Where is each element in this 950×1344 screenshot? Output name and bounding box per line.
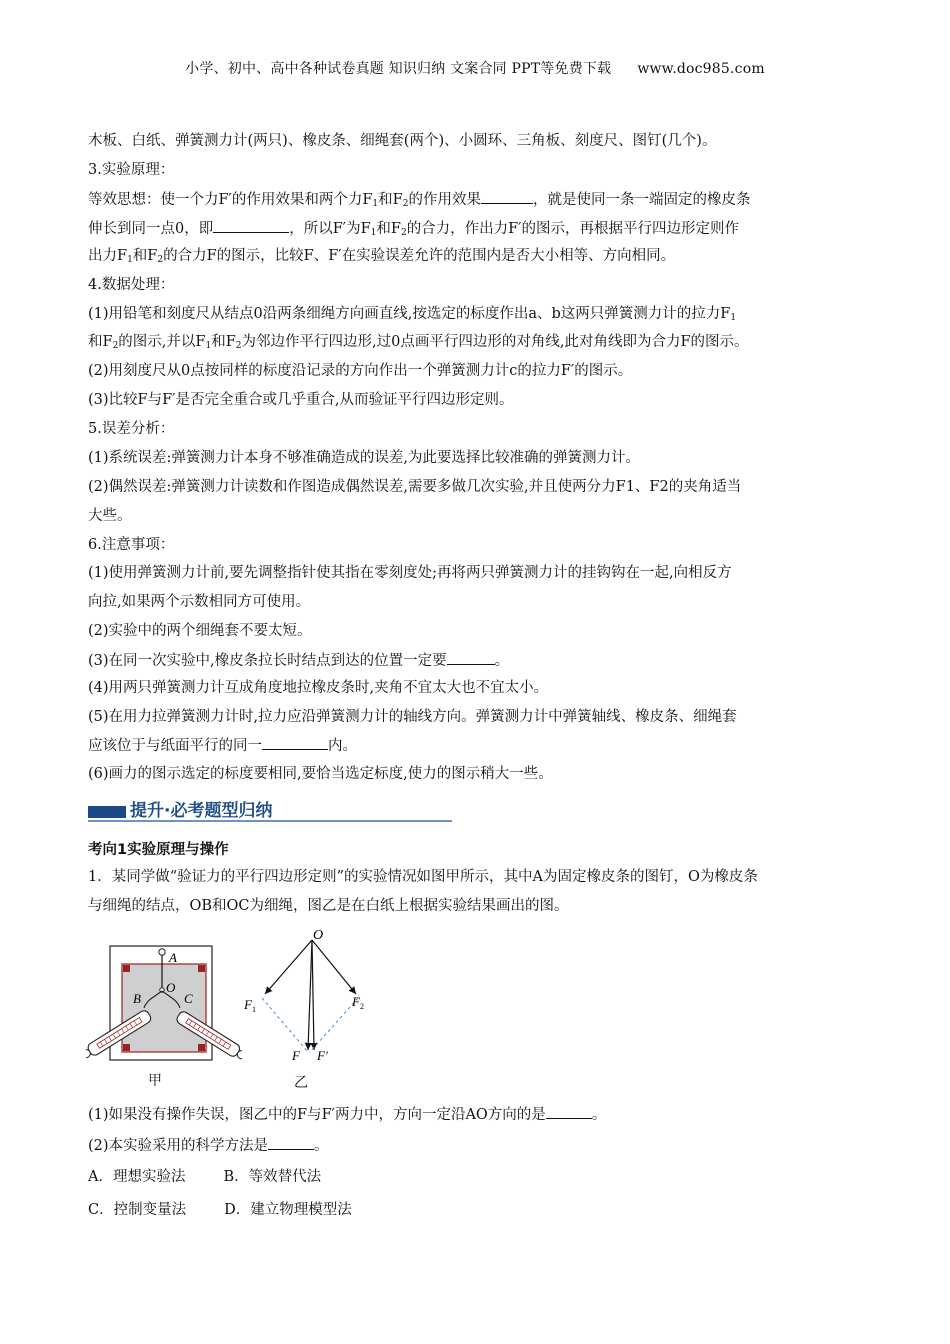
notes-1b: 向拉,如果两个示数相同方可使用。 [88, 594, 311, 610]
caption-yi: 乙 [294, 1075, 308, 1091]
option-d[interactable]: D．建立物理模型法 [224, 1202, 352, 1218]
arrow-f-prime [312, 940, 314, 1050]
label-f1: $F_1$ [244, 997, 256, 1014]
option-b[interactable]: B．等效替代法 [223, 1169, 322, 1185]
figure-jia [86, 940, 242, 1090]
question-1: (1)如果没有操作失误，图乙中的F与F′两力中，方向一定沿AO方向的是 。 [88, 1104, 878, 1125]
banner-title: 提升·必考题型归纳 [130, 801, 273, 821]
option-c[interactable]: C．控制变量法 [88, 1202, 187, 1218]
principle-line-2: 伸长到同一点0，即 ，所以F′为$F_1$和$F_2$的合力，作出力F′的图示，再根据平行四边形定则作 [88, 218, 878, 243]
caption-jia: 甲 [148, 1073, 162, 1089]
pin [198, 965, 205, 972]
question-line-2: 与细绳的结点，OB和OC为细绳，图乙是在白纸上根据实验结果画出的图。 [88, 898, 569, 914]
label-a: A [169, 950, 177, 965]
notes-6: (6)画力的图示选定的标度要相同,要恰当选定标度,使力的图示稍大一些。 [88, 766, 553, 782]
label-c: C [184, 991, 193, 1006]
label-f: F [292, 1048, 300, 1063]
option-a[interactable]: A．理想实验法 [88, 1169, 186, 1185]
principle-line-1: 等效思想：使一个力F′的作用效果和两个力$F_1$和$F_2$的作用效果 ，就是使同一条一端固定的橡皮条 [88, 189, 878, 214]
pin-a [159, 949, 165, 955]
banner-bar [88, 806, 126, 818]
notes-4: (4)用两只弹簧测力计互成角度地拉橡皮条时,夹角不宜太大也不宜太小。 [88, 680, 549, 696]
answer-blank-1[interactable] [481, 189, 533, 204]
parallelogram-side-left [262, 998, 308, 1052]
error-heading: 5.误差分析： [88, 421, 175, 437]
header-url[interactable]: www.doc985.com [637, 61, 765, 77]
arrow-f1 [265, 940, 312, 994]
answer-blank-4[interactable] [262, 735, 328, 750]
section-banner [88, 794, 452, 824]
options-row-1 [88, 1167, 878, 1187]
notes-heading: 6.注意事项： [88, 537, 175, 553]
error-1: (1)系统误差:弹簧测力计本身不够准确造成的误差,为此要选择比较准确的弹簧测力计。 [88, 450, 641, 466]
principle-line-3: 出力$F_1$和$F_2$的合力F的图示，比较F、F′在实验误差允许的范围内是否大小相等、方向相同。 [88, 248, 676, 265]
question-2: (2)本实验采用的科学方法是 。 [88, 1135, 878, 1156]
data-proc-3: (3)比较F与F′是否完全重合或几乎重合,从而验证平行四边形定则。 [88, 392, 514, 408]
label-b: B [133, 991, 141, 1006]
notes-3: (3)在同一次实验中,橡皮条拉长时结点到达的位置一定要 。 [88, 650, 878, 671]
notes-1a: (1)使用弹簧测力计前,要先调整指针使其指在零刻度处;再将两只弹簧测力计的挂钩钩在一起,向相反方 [88, 565, 732, 581]
answer-blank-5[interactable] [546, 1104, 592, 1119]
data-proc-heading: 4.数据处理： [88, 277, 175, 293]
label-f-prime: F′ [317, 1048, 328, 1063]
page-header [0, 58, 950, 78]
figure-yi [240, 922, 380, 1072]
answer-blank-2[interactable] [213, 218, 289, 233]
data-proc-1a: (1)用铅笔和刻度尺从结点0沿两条细绳方向画直线,按选定的标度作出a、b这两只弹簧测力计的拉力$F_1$ [88, 306, 737, 323]
label-o: O [313, 928, 324, 943]
arrow-f2 [312, 940, 356, 994]
data-proc-2: (2)用刻度尺从0点按同样的标度沿记录的方向作出一个弹簧测力计c的拉力F′的图示。 [88, 363, 633, 379]
header-text: 小学、初中、高中各种试卷真题 知识归纳 文案合同 PPT等免费下载 [185, 61, 612, 77]
answer-blank-6[interactable] [268, 1135, 314, 1150]
notes-2: (2)实验中的两个细绳套不要太短。 [88, 623, 312, 639]
answer-blank-3[interactable] [447, 650, 495, 665]
section-title: 考向1实验原理与操作 [88, 842, 229, 858]
notes-5a: (5)在用力拉弹簧测力计时,拉力应沿弹簧测力计的轴线方向。弹簧测力计中弹簧轴线、橡皮条、细绳套 [88, 709, 737, 725]
data-proc-1b: 和$F_2$的图示,并以$F_1$和$F_2$为邻边作平行四边形,过0点画平行四边形的对角线,此对角线即为合力F的图示。 [88, 334, 749, 351]
label-f2: $F_2$ [352, 994, 364, 1011]
principle-heading: 3.实验原理： [88, 162, 175, 178]
question-line-1: 1．某同学做“验证力的平行四边形定则”的实验情况如图甲所示，其中A为固定橡皮条的图钉，O为橡皮条 [88, 869, 758, 885]
pin [123, 965, 130, 972]
materials-line: 木板、白纸、弹簧测力计(两只)、橡皮条、细绳套(两个)、小圆环、三角板、刻度尺、图钉(几个)。 [88, 133, 717, 149]
options-row-2 [88, 1200, 878, 1220]
pin [198, 1044, 205, 1051]
error-2a: (2)偶然误差:弹簧测力计读数和作图造成偶然误差,需要多做几次实验,并且使两分力F1、F2的夹角适当 [88, 479, 742, 495]
label-o: O [166, 980, 176, 995]
pin [123, 1044, 130, 1051]
error-2b: 大些。 [88, 508, 132, 524]
paper [122, 964, 206, 1052]
parallelogram-side-right [310, 998, 358, 1052]
arrow-f [308, 940, 312, 1050]
notes-5b: 应该位于与纸面平行的同一 内。 [88, 735, 878, 756]
